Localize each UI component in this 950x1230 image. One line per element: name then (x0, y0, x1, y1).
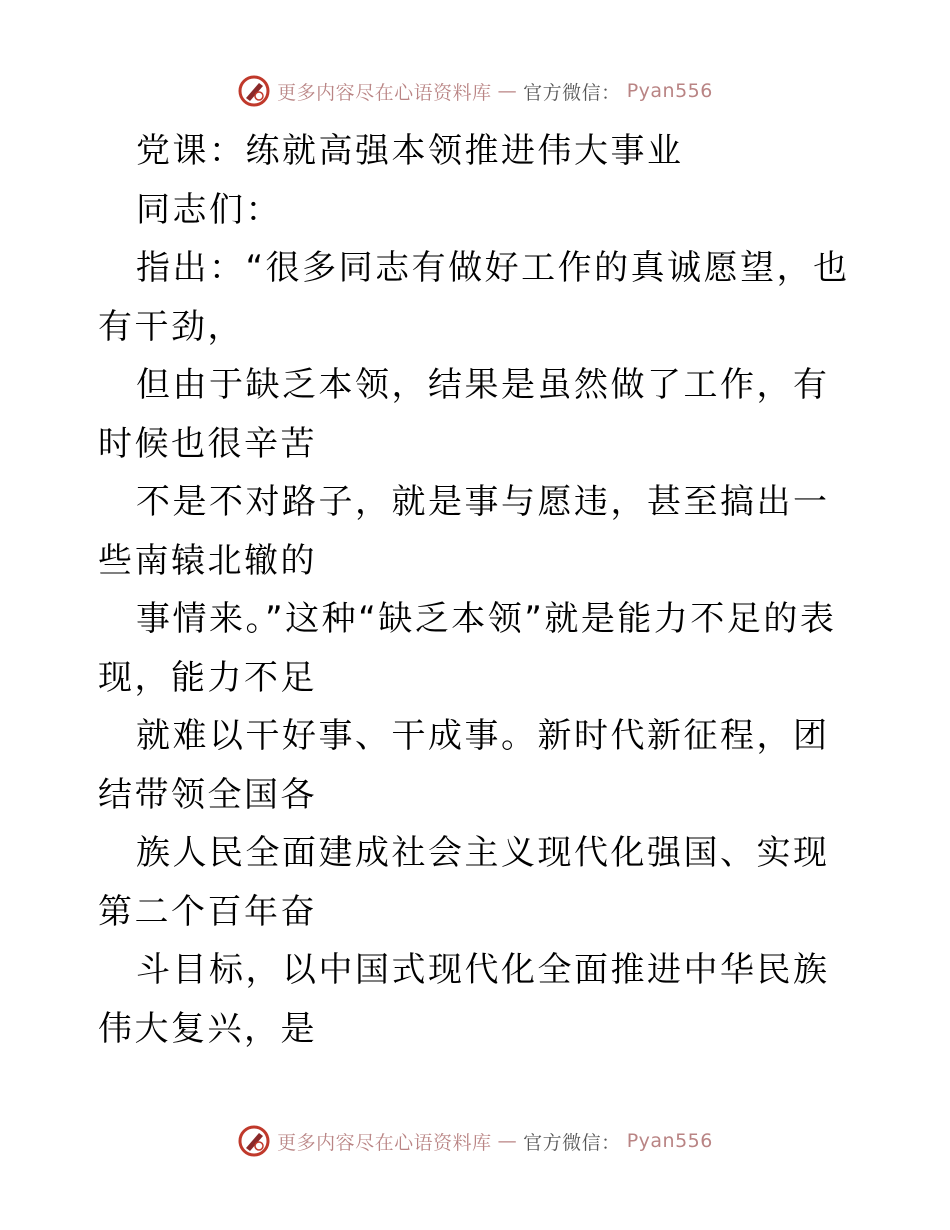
header-watermark (0, 74, 950, 108)
paragraph: 就难以干好事、干成事。新时代新征程，团结带领全国各 (98, 716, 830, 815)
pen-logo-icon (237, 1124, 271, 1158)
watermark-dash: — (497, 80, 518, 102)
watermark-text: 更多内容尽在心语资料库 (277, 81, 492, 104)
pen-logo-icon (237, 74, 271, 108)
footer-watermark (0, 1124, 950, 1158)
watermark-official: 官方微信： (523, 1131, 621, 1154)
paragraph: 指出：“很多同志有做好工作的真诚愿望，也有干劲， (98, 248, 850, 347)
document-title: 党课：练就高强本领推进伟大事业 (136, 131, 684, 171)
paragraph: 但由于缺乏本领，结果是虽然做了工作，有时候也很辛苦 (98, 365, 830, 464)
paragraph: 事情来。”这种“缺乏本领”就是能力不足的表现，能力不足 (98, 599, 837, 698)
watermark-official: 官方微信： (523, 81, 621, 104)
salutation: 同志们： (136, 189, 282, 230)
watermark-dash: — (497, 1130, 518, 1152)
watermark-id: Pyan556 (626, 1130, 713, 1152)
paragraph: 斗目标，以中国式现代化全面推进中华民族伟大复兴，是 (98, 950, 830, 1049)
document-body (98, 122, 858, 1058)
watermark-id: Pyan556 (626, 80, 713, 102)
paragraph: 族人民全面建成社会主义现代化强国、实现第二个百年奋 (98, 833, 830, 932)
paragraph: 不是不对路子，就是事与愿违，甚至搞出一些南辕北辙的 (98, 482, 830, 581)
watermark-text: 更多内容尽在心语资料库 (277, 1131, 492, 1154)
